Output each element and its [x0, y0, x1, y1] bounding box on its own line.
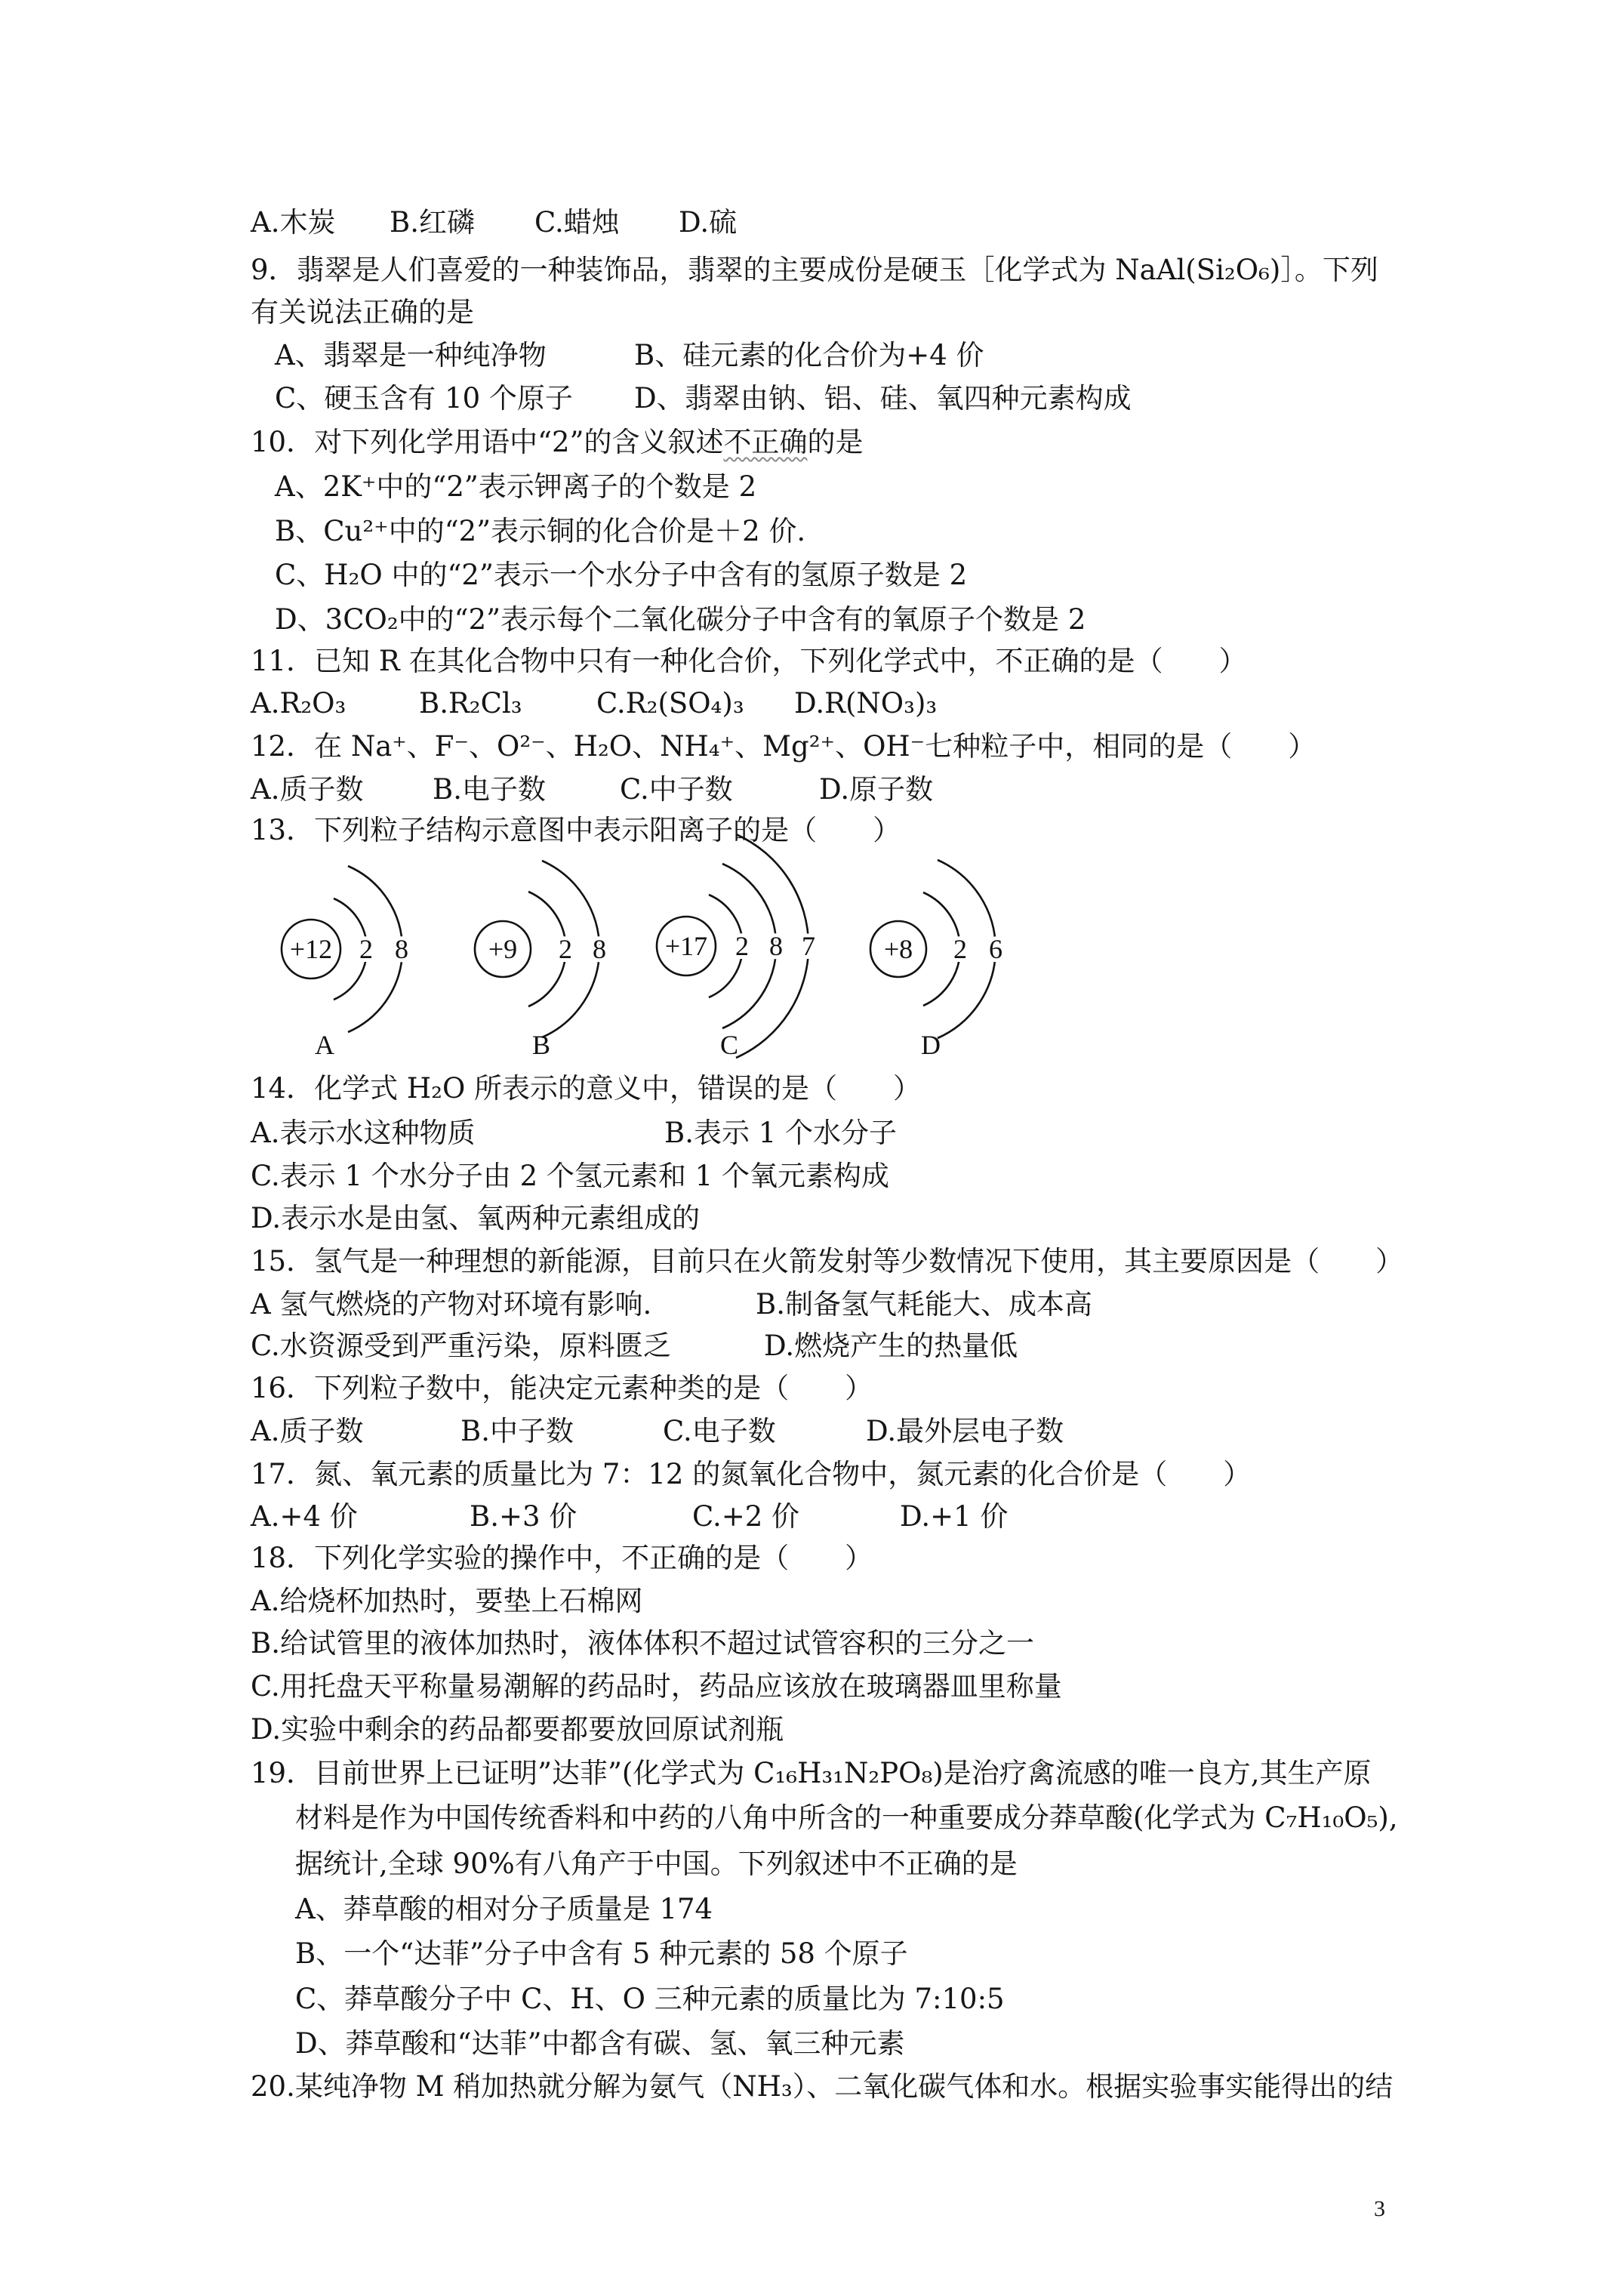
- q16-option-a: A.质子数: [251, 1415, 364, 1447]
- q8-option-b: B.红磷: [390, 206, 475, 239]
- q8-option-d: D.硫: [679, 206, 738, 239]
- q11-option-a: A.R₂O₃: [251, 687, 346, 720]
- q19-option-d: D、莽草酸和“达菲”中都含有碳、氢、氧三种元素: [295, 2027, 905, 2060]
- diagram-c-nucleus-charge: +17: [664, 931, 708, 961]
- q10-stem-emphasis: 不正确: [723, 426, 808, 458]
- q19-option-c: C、莽草酸分子中 C、H、O 三种元素的质量比为 7:10:5: [295, 1983, 1005, 2015]
- q10-option-c: C、H₂O 中的“2”表示一个水分子中含有的氢原子数是 2: [275, 559, 968, 591]
- q18-option-c: C.用托盘天平称量易潮解的药品时，药品应该放在玻璃器皿里称量: [251, 1670, 1062, 1703]
- q13-stem: 13．下列粒子结构示意图中表示阳离子的是（ ）: [251, 814, 901, 846]
- q9-option-d: D、翡翠由钠、铝、硅、氧四种元素构成: [634, 382, 1132, 415]
- q17-option-a: A.+4 价: [251, 1500, 358, 1533]
- q12-option-a: A.质子数: [251, 773, 364, 806]
- q14-option-a: A.表示水这种物质: [251, 1117, 476, 1149]
- q10-stem-after: 的是: [807, 426, 864, 458]
- q18-option-b: B.给试管里的液体加热时，液体体积不超过试管容积的三分之一: [251, 1627, 1034, 1660]
- q9-option-b: B、硅元素的化合价为+4 价: [634, 339, 984, 371]
- q11-stem: 11．已知 R 在其化合物中只有一种化合价，下列化学式中，不正确的是（ ）: [251, 645, 1247, 677]
- diagram-d-label: D: [921, 1030, 941, 1060]
- q10-stem-before: 10．对下列化学用语中“2”的含义叙述: [251, 426, 724, 458]
- q9-option-c: C、硬玉含有 10 个原子: [275, 382, 573, 415]
- q19-option-a: A、莽草酸的相对分子质量是 174: [295, 1893, 713, 1925]
- q9-stem-line1: 9．翡翠是人们喜爱的一种装饰品，翡翠的主要成份是硬玉［化学式为 NaAl(Si₂O₆)］。下列: [251, 254, 1378, 286]
- diagram-c-shell-arc-2: [722, 864, 776, 1028]
- q17-option-d: D.+1 价: [900, 1500, 1009, 1533]
- q10-option-a: A、2K⁺中的“2”表示钾离子的个数是 2: [275, 470, 757, 503]
- diagram-c-shell-1: 2: [735, 931, 749, 961]
- q9-stem-line2: 有关说法正确的是: [251, 296, 474, 328]
- q10-option-d: D、3CO₂中的“2”表示每个二氧化碳分子中含有的氧原子个数是 2: [275, 603, 1086, 636]
- diagram-a-shell-2: 8: [395, 934, 408, 964]
- q15-option-b: B.制备氢气耗能大、成本高: [756, 1288, 1092, 1321]
- atomic-structure-diagrams: [0, 831, 1623, 1072]
- diagram-d-nucleus-charge: +8: [883, 934, 913, 964]
- diagram-b: [475, 861, 606, 1060]
- diagram-a-shell-1: 2: [359, 934, 373, 964]
- diagram-b-shell-1: 2: [559, 934, 572, 964]
- q11-option-d: D.R(NO₃)₃: [794, 687, 938, 720]
- q12-option-c: C.中子数: [620, 773, 733, 806]
- q16-option-b: B.中子数: [460, 1415, 574, 1447]
- q16-option-c: C.电子数: [663, 1415, 776, 1447]
- q15-stem: 15．氢气是一种理想的新能源，目前只在火箭发射等少数情况下使用，其主要原因是（ ）: [251, 1245, 1404, 1277]
- q10-option-b: B、Cu²⁺中的“2”表示铜的化合价是＋2 价.: [275, 515, 806, 547]
- diagram-a-nucleus-charge: +12: [289, 934, 333, 964]
- q16-stem: 16．下列粒子数中，能决定元素种类的是（ ）: [251, 1372, 873, 1404]
- q16-option-d: D.最外层电子数: [866, 1415, 1064, 1447]
- q11-option-b: B.R₂Cl₃: [419, 687, 522, 720]
- diagram-d-shell-1: 2: [953, 934, 967, 964]
- diagram-c-shell-3: 7: [802, 931, 815, 961]
- q8-option-c: C.蜡烛: [534, 206, 620, 239]
- q17-stem: 17．氮、氧元素的质量比为 7：12 的氮氧化合物中，氮元素的化合价是（ ）: [251, 1458, 1252, 1490]
- q11-option-c: C.R₂(SO₄)₃: [596, 687, 744, 720]
- q12-stem: 12．在 Na⁺、F⁻、O²⁻、H₂O、NH₄⁺、Mg²⁺、OH⁻七种粒子中，相同的是（ ）: [251, 730, 1317, 763]
- q17-option-c: C.+2 价: [692, 1500, 800, 1533]
- q8-option-a: A.木炭: [251, 206, 336, 239]
- q12-option-b: B.电子数: [433, 773, 546, 806]
- diagram-c: [657, 834, 815, 1060]
- diagram-b-shell-2: 8: [593, 934, 606, 964]
- q9-option-a: A、翡翠是一种纯净物: [275, 339, 547, 371]
- diagram-a: [282, 866, 408, 1060]
- diagram-d: [870, 860, 1002, 1060]
- q18-option-d: D.实验中剩余的药品都要都要放回原试剂瓶: [251, 1713, 784, 1746]
- q18-stem: 18．下列化学实验的操作中，不正确的是（ ）: [251, 1542, 873, 1574]
- q12-option-d: D.原子数: [819, 773, 934, 806]
- q17-option-b: B.+3 价: [470, 1500, 577, 1533]
- q19-stem-line3: 据统计,全球 90%有八角产于中国。下列叙述中不正确的是: [295, 1848, 1018, 1880]
- q14-option-d: D.表示水是由氢、氧两种元素组成的: [251, 1202, 701, 1234]
- q10-stem: [251, 426, 863, 459]
- q15-option-c: C.水资源受到严重污染，原料匮乏: [251, 1330, 671, 1362]
- diagram-c-shell-2: 8: [769, 931, 783, 961]
- page-number: 3: [1374, 2196, 1385, 2221]
- q19-option-b: B、一个“达菲”分子中含有 5 种元素的 58 个原子: [295, 1937, 908, 1970]
- diagram-a-label: A: [315, 1030, 334, 1060]
- q15-option-a: A 氢气燃烧的产物对环境有影响.: [251, 1288, 652, 1321]
- q14-option-b: B.表示 1 个水分子: [664, 1117, 898, 1149]
- q14-option-c: C.表示 1 个水分子由 2 个氢元素和 1 个氧元素构成: [251, 1160, 889, 1192]
- diagram-b-nucleus-charge: +9: [488, 934, 518, 964]
- q15-option-d: D.燃烧产生的热量低: [764, 1330, 1018, 1362]
- q20-stem: 20.某纯净物 M 稍加热就分解为氨气（NH₃）、二氧化碳气体和水。根据实验事实能得出的结: [251, 2070, 1394, 2103]
- q19-stem-line2: 材料是作为中国传统香料和中药的八角中所含的一种重要成分莽草酸(化学式为 C₇H₁₀O₅),: [295, 1801, 1398, 1834]
- q18-option-a: A.给烧杯加热时，要垫上石棉网: [251, 1585, 643, 1617]
- diagram-d-shell-2: 6: [989, 934, 1002, 964]
- q19-stem-line1: 19．目前世界上已证明”达菲”(化学式为 C₁₆H₃₁N₂PO₈)是治疗禽流感的唯一良方,其生产原: [251, 1757, 1372, 1789]
- q14-stem: 14．化学式 H₂O 所表示的意义中，错误的是（ ）: [251, 1072, 922, 1105]
- diagram-b-label: B: [531, 1030, 551, 1060]
- diagram-c-label: C: [719, 1030, 739, 1060]
